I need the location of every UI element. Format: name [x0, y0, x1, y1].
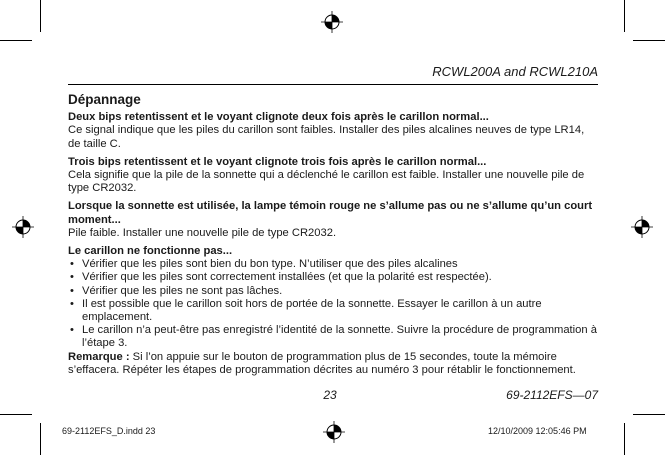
crop-mark: [633, 40, 665, 41]
list-item-text: Le carillon n’a peut-être pas enregistré l’identité de la sonnette. Suivre la procédure de programmation à l’étape 3.: [82, 324, 597, 350]
registration-mark-icon: [12, 216, 34, 238]
question: Lorsque la sonnette est utilisée, la lampe témoin rouge ne s’allume pas ou ne s’allume qu’un court moment...: [68, 200, 593, 226]
crop-mark: [0, 40, 32, 41]
list-item-text: Vérifier que les piles sont correctement installées (et que la polarité est respectée).: [82, 271, 492, 284]
document-number: 69-2112EFS—07: [506, 388, 598, 402]
running-header: RCWL200A and RCWL210A: [432, 64, 598, 79]
crop-mark: [633, 414, 665, 415]
checklist: [68, 258, 598, 350]
list-item: [68, 258, 598, 271]
crop-mark: [40, 0, 41, 32]
registration-mark-icon: [321, 11, 343, 33]
slug-date: 12/10/2009 12:05:46 PM: [488, 426, 587, 436]
bullet-icon: •: [70, 284, 74, 297]
list-item: [68, 324, 598, 350]
list-item-text: Vérifier que les piles sont bien du bon type. N’utiliser que des piles alcalines: [82, 258, 458, 271]
list-item: [68, 298, 598, 324]
header-rule: [68, 84, 598, 85]
registration-mark-icon: [631, 216, 653, 238]
note-text: Si l’on appuie sur le bouton de programmation plus de 15 secondes, toute la mémoire s’effacera. Répéter les étapes de programmation décrites au numéro 3 pour rétablir le fonctionnement.: [68, 350, 576, 376]
crop-mark: [624, 423, 625, 455]
note: [68, 351, 598, 377]
note-label: Remarque :: [68, 350, 130, 363]
answer: Cela signifie que la pile de la sonnette qui a déclenché le carillon est faible. Installer une nouvelle pile de type CR2032.: [68, 169, 585, 195]
page-number: 23: [323, 388, 337, 402]
list-item: [68, 285, 598, 298]
list-item: [68, 271, 598, 284]
question: Le carillon ne fonctionne pas...: [68, 245, 233, 258]
list-item-text: Il est possible que le carillon soit hors de portée de la sonnette. Essayer le carillon à un autre emplacement.: [82, 297, 542, 324]
registration-mark-icon: [323, 421, 345, 443]
question: Deux bips retentissent et le voyant clignote deux fois après le carillon normal...: [68, 111, 489, 124]
crop-mark: [624, 0, 625, 32]
bullet-icon: •: [70, 271, 74, 284]
bullet-icon: •: [70, 297, 74, 310]
slug-file: 69-2112EFS_D.indd 23: [62, 426, 156, 436]
question: Trois bips retentissent et le voyant clignote trois fois après le carillon normal...: [68, 155, 487, 168]
crop-mark: [0, 414, 32, 415]
answer: Pile faible. Installer une nouvelle pile de type CR2032.: [68, 226, 337, 239]
bullet-icon: •: [70, 258, 74, 271]
section-title: Dépannage: [68, 92, 141, 107]
page-content: [68, 93, 598, 377]
answer: Ce signal indique que les piles du carillon sont faibles. Installer des piles alcalines neuves de type LR14, de taille C.: [68, 124, 585, 150]
list-item-text: Vérifier que les piles ne sont pas lâches.: [82, 284, 283, 297]
bullet-icon: •: [70, 324, 74, 337]
crop-mark: [40, 423, 41, 455]
